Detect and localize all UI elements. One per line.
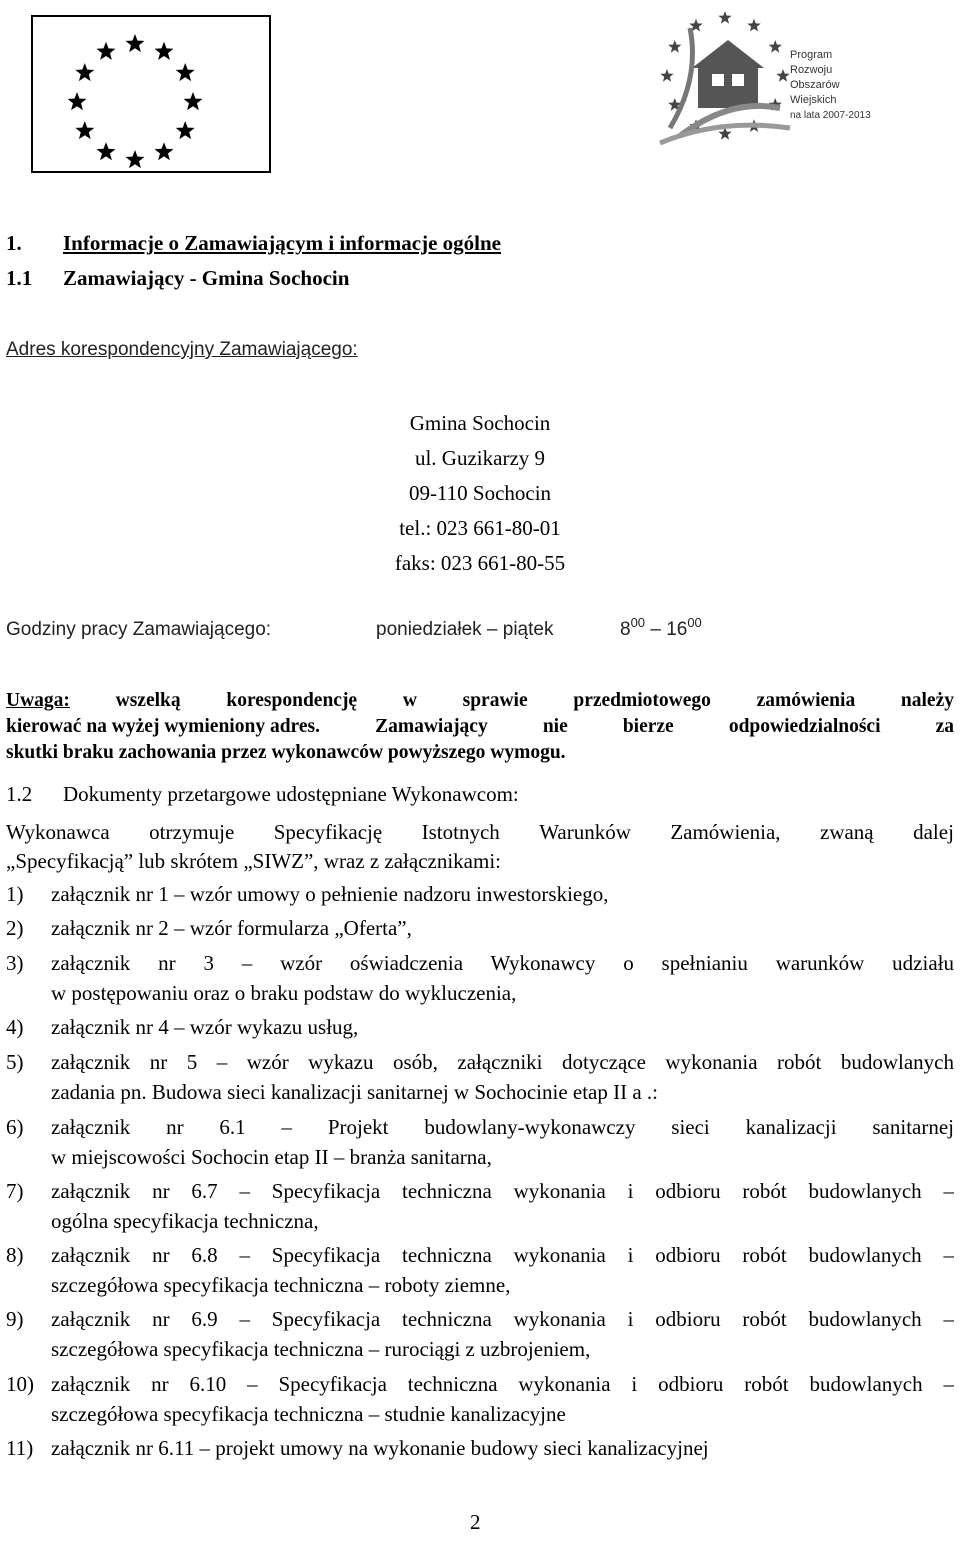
- list-item-number: 2): [6, 916, 24, 940]
- prow-line: Rozwoju: [790, 64, 833, 76]
- notice-word: w: [402, 690, 417, 711]
- prow-logo: [640, 8, 871, 158]
- list-item-text: ogólna specyfikacja techniczna,: [51, 1209, 319, 1233]
- list-item-number: 4): [6, 1015, 24, 1039]
- list-item-number: 3): [6, 951, 24, 975]
- list-item-text: w miejscowości Sochocin etap II – branża sanitarna,: [51, 1145, 492, 1169]
- intro-word: Istotnych: [421, 820, 500, 844]
- list-item-number: 7): [6, 1179, 24, 1203]
- hours-from-sup: 00: [630, 614, 646, 630]
- list-item-text: w postępowaniu oraz o braku podstaw do wykluczenia,: [51, 981, 517, 1005]
- prow-star-icon: [776, 69, 789, 82]
- intro-word: Zamówienia,: [670, 820, 781, 844]
- working-hours: [6, 614, 702, 640]
- section-number: 1.2: [6, 782, 33, 806]
- list-item-number: 8): [6, 1243, 24, 1267]
- hours-label: Godziny pracy Zamawiającego:: [6, 619, 272, 640]
- notice-label: Uwaga:: [6, 690, 70, 711]
- list-item-text: załącznik nr 6.8 – Specyfikacja techniczna wykonania i odbioru robót budowlanych –: [51, 1245, 954, 1267]
- section-number: 1.: [6, 231, 22, 255]
- list-item-number: 9): [6, 1307, 24, 1331]
- list-item-text: szczegółowa specyfikacja techniczna – roboty ziemne,: [51, 1273, 511, 1297]
- prow-line: Wiejskich: [790, 94, 837, 106]
- notice-word: Zamawiający: [375, 716, 488, 737]
- list-item-text: zadania pn. Budowa sieci kanalizacji sanitarnej w Sochocinie etap II a .:: [51, 1080, 659, 1104]
- address-label: Adres korespondencyjny Zamawiającego:: [6, 339, 358, 360]
- section-1-heading: [6, 231, 501, 255]
- hours-to-sup: 00: [687, 614, 702, 630]
- list-item-number: 10): [6, 1372, 34, 1396]
- list-item-text: załącznik nr 6.9 – Specyfikacja techniczna wykonania i odbioru robót budowlanych –: [51, 1309, 954, 1331]
- list-item-text: załącznik nr 1 – wzór umowy o pełnienie nadzoru inwestorskiego,: [51, 882, 609, 906]
- notice-line-1: [6, 688, 954, 714]
- section-number: 1.1: [6, 266, 33, 290]
- eu-flag-logo: [30, 14, 272, 174]
- address-line: ul. Guzikarzy 9: [414, 446, 546, 470]
- prow-star-icon: [668, 40, 681, 53]
- notice-text: kierować na wyżej wymieniony adres.: [6, 716, 320, 737]
- hours-from: 8: [620, 619, 631, 640]
- list-item-number: 1): [6, 882, 24, 906]
- list-item-text: załącznik nr 6.7 – Specyfikacja techniczna wykonania i odbioru robót budowlanych –: [51, 1181, 954, 1203]
- address-block: [370, 406, 590, 581]
- intro-word: dalej: [913, 820, 954, 844]
- section-1-1-heading: [6, 266, 350, 290]
- notice-word: przedmiotowego: [573, 690, 711, 711]
- intro-word: Wykonawca: [6, 820, 110, 844]
- section-1-2-heading: [6, 782, 519, 806]
- notice-word: odpowiedzialności: [728, 716, 881, 737]
- intro-word: otrzymuje: [149, 820, 235, 844]
- intro-word: Specyfikację: [273, 820, 383, 844]
- address-line: tel.: 023 661-80-01: [399, 516, 561, 540]
- section-title: Informacje o Zamawiającym i informacje ogólne: [63, 231, 501, 255]
- notice-word: nie: [542, 716, 568, 737]
- list-item-text: załącznik nr 3 – wzór oświadczenia Wykonawcy o spełnianiu warunków udziału: [51, 953, 954, 975]
- intro-line-1: [6, 818, 954, 847]
- notice-word: zamówienia: [756, 690, 856, 711]
- page-number: 2: [470, 1510, 481, 1534]
- list-item-text: szczegółowa specyfikacja techniczna – rurociągi z uzbrojeniem,: [51, 1337, 591, 1361]
- address-line: Gmina Sochocin: [409, 411, 551, 435]
- list-item-number: 6): [6, 1115, 24, 1139]
- list-item-text: załącznik nr 2 – wzór formularza „Oferta”,: [51, 916, 412, 940]
- list-item-text: załącznik nr 5 – wzór wykazu osób, załączniki dotyczące wykonania robót budowlanych: [51, 1052, 954, 1074]
- prow-star-icon: [718, 11, 731, 24]
- intro-block: [6, 818, 954, 876]
- notice-word: sprawie: [462, 690, 528, 711]
- prow-star-icon: [769, 40, 782, 53]
- list-item-text: załącznik nr 6.10 – Specyfikacja techniczna wykonania i odbioru robót budowlanych –: [51, 1374, 954, 1396]
- notice-word: korespondencję: [226, 690, 358, 711]
- list-item-number: 5): [6, 1050, 24, 1074]
- prow-star-icon: [747, 19, 760, 32]
- prow-line: Program: [790, 49, 833, 61]
- prow-star-icon: [660, 69, 673, 82]
- hours-to: 16: [666, 619, 688, 640]
- list-item-text: załącznik nr 4 – wzór wykazu usług,: [51, 1015, 359, 1039]
- intro-word: Warunków: [539, 820, 631, 844]
- prow-line: Obszarów: [790, 79, 840, 91]
- hours-range: [620, 614, 702, 640]
- address-line: faks: 023 661-80-55: [394, 551, 566, 575]
- notice-word: za: [935, 716, 954, 737]
- notice-line-3: skutki braku zachowania przez wykonawców powyższego wymogu.: [6, 742, 566, 763]
- notice-block: [6, 688, 954, 766]
- notice-word: bierze: [622, 716, 674, 737]
- intro-word: zwaną: [820, 820, 874, 844]
- list-item-text: szczegółowa specyfikacja techniczna – studnie kanalizacyjne: [51, 1402, 566, 1426]
- notice-word: należy: [900, 690, 954, 711]
- notice-line-2: [6, 714, 954, 740]
- hours-days: poniedziałek – piątek: [376, 619, 554, 640]
- list-item-text: załącznik nr 6.11 – projekt umowy na wykonanie budowy sieci kanalizacyjnej: [51, 1436, 709, 1460]
- section-title: Zamawiający - Gmina Sochocin: [63, 266, 350, 290]
- list-item-number: 11): [6, 1436, 34, 1460]
- hours-dash: –: [650, 619, 661, 640]
- list-item-text: załącznik nr 6.1 – Projekt budowlany-wykonawczy sieci kanalizacji sanitarnej: [51, 1117, 954, 1139]
- intro-line-2: „Specyfikacją” lub skrótem „SIWZ”, wraz z załącznikami:: [6, 849, 502, 873]
- notice-word: wszelką: [115, 690, 181, 711]
- section-title: Dokumenty przetargowe udostępniane Wykonawcom:: [63, 782, 519, 806]
- prow-text: [790, 48, 871, 123]
- address-line: 09-110 Sochocin: [408, 481, 552, 505]
- prow-line: na lata 2007-2013: [790, 110, 871, 121]
